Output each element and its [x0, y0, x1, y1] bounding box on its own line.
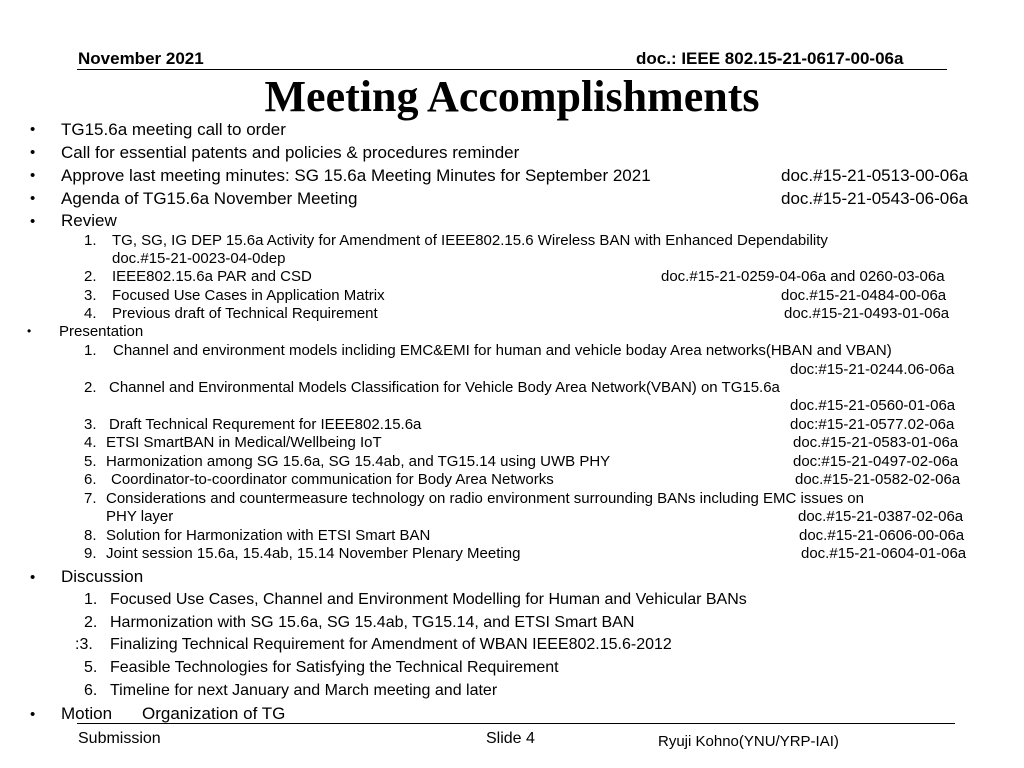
discussion-1-text: Focused Use Cases, Channel and Environment Modelling for Human and Vehicular BANs [110, 591, 747, 608]
discussion-1-number: 1. [84, 591, 98, 608]
review-1-text: TG, SG, IG DEP 15.6a Activity for Amendment of IEEE802.15.6 Wireless BAN with Enhanced Dependability [112, 232, 828, 249]
presentation-9-doc: doc.#15-21-0604-01-06a [801, 545, 967, 562]
discussion-3-text: Finalizing Technical Requirement for Amendment of WBAN IEEE802.15.6-2012 [110, 636, 672, 653]
presentation-2-number: 2. [84, 379, 97, 396]
review-2-doc: doc.#15-21-0259-04-06a and 0260-03-06a [661, 268, 945, 285]
presentation-5-number: 5. [84, 453, 97, 470]
presentation-1-number: 1. [84, 342, 97, 359]
footer-author: Ryuji Kohno(YNU/YRP-IAI) [658, 733, 839, 750]
presentation-3-text: Draft Technical Requrement for IEEE802.15.6a [109, 416, 422, 433]
review-3-text: Focused Use Cases in Application Matrix [112, 287, 385, 304]
bullet-marker: • [30, 121, 36, 138]
presentation-2-doc: doc.#15-21-0560-01-06a [790, 397, 956, 414]
presentation-3-doc: doc:#15-21-0577.02-06a [790, 416, 955, 433]
item-patents-reminder: Call for essential patents and policies & procedures reminder [61, 143, 520, 162]
presentation-9-number: 9. [84, 545, 97, 562]
review-2-number: 2. [84, 268, 97, 285]
slide-title: Meeting Accomplishments [264, 72, 760, 121]
item-agenda-doc: doc.#15-21-0543-06-06a [781, 189, 969, 208]
presentation-4-doc: doc.#15-21-0583-01-06a [793, 434, 959, 451]
bullet-marker: • [27, 324, 32, 338]
presentation-7-doc: doc.#15-21-0387-02-06a [798, 508, 964, 525]
discussion-5-text: Feasible Technologies for Satisfying the Technical Requirement [110, 659, 559, 676]
discussion-2-text: Harmonization with SG 15.6a, SG 15.4ab, TG15.14, and ETSI Smart BAN [110, 614, 635, 631]
review-4-text: Previous draft of Technical Requirement [112, 305, 378, 322]
presentation-2-text: Channel and Environmental Models Classification for Vehicle Body Area Network(VBAN) on TG15.6a [109, 379, 780, 396]
discussion-6-number: 6. [84, 682, 98, 699]
section-motion: Motion [61, 704, 113, 723]
section-presentation: Presentation [59, 323, 144, 340]
review-1-number: 1. [84, 232, 97, 249]
item-approve-minutes-doc: doc.#15-21-0513-00-06a [781, 166, 969, 185]
presentation-5-doc: doc:#15-21-0497-02-06a [793, 453, 959, 470]
discussion-2-number: 2. [84, 614, 98, 631]
bullet-marker: • [30, 190, 36, 207]
footer-submission: Submission [78, 730, 161, 747]
presentation-5-text: Harmonization among SG 15.6a, SG 15.4ab, and TG15.14 using UWB PHY [106, 453, 611, 470]
presentation-6-number: 6. [84, 471, 97, 488]
bullet-marker: • [30, 213, 36, 230]
presentation-8-number: 8. [84, 527, 97, 544]
presentation-3-number: 3. [84, 416, 97, 433]
presentation-8-text: Solution for Harmonization with ETSI Smart BAN [106, 527, 431, 544]
header-date: November 2021 [78, 49, 204, 68]
motion-text: Organization of TG [142, 704, 286, 723]
discussion-3-number: :3. [75, 636, 93, 653]
discussion-5-number: 5. [84, 659, 98, 676]
presentation-7-number: 7. [84, 490, 97, 507]
bullet-marker: • [30, 706, 36, 723]
presentation-7-text: Considerations and countermeasure technology on radio environment surrounding BANs including EMC issues on [106, 490, 864, 507]
review-4-number: 4. [84, 305, 97, 322]
presentation-6-doc: doc.#15-21-0582-02-06a [795, 471, 961, 488]
presentation-4-text: ETSI SmartBAN in Medical/Wellbeing IoT [106, 434, 382, 451]
review-4-doc: doc.#15-21-0493-01-06a [784, 305, 950, 322]
presentation-4-number: 4. [84, 434, 97, 451]
review-3-number: 3. [84, 287, 97, 304]
section-review: Review [61, 211, 117, 230]
footer-slide-number: Slide 4 [486, 730, 535, 747]
discussion-6-text: Timeline for next January and March meeting and later [110, 682, 498, 699]
presentation-9-text: Joint session 15.6a, 15.4ab, 15.14 November Plenary Meeting [106, 545, 521, 562]
review-1-doc: doc.#15-21-0023-04-0dep [112, 250, 286, 267]
bullet-marker: • [30, 167, 36, 184]
presentation-7-text-cont: PHY layer [106, 508, 174, 525]
header-doc-number: doc.: IEEE 802.15-21-0617-00-06a [636, 49, 904, 68]
bullet-marker: • [30, 569, 36, 586]
section-discussion: Discussion [61, 567, 144, 586]
presentation-1-doc: doc:#15-21-0244.06-06a [790, 361, 955, 378]
item-call-to-order: TG15.6a meeting call to order [61, 120, 286, 139]
header-divider [77, 69, 947, 70]
item-agenda: Agenda of TG15.6a November Meeting [61, 189, 358, 208]
footer-divider [77, 723, 955, 724]
presentation-1-text: Channel and environment models incliding EMC&EMI for human and vehicle boday Area networks(HBAN and VBAN) [113, 342, 892, 359]
review-3-doc: doc.#15-21-0484-00-06a [781, 287, 947, 304]
item-approve-minutes: Approve last meeting minutes: SG 15.6a Meeting Minutes for September 2021 [61, 166, 651, 185]
bullet-marker: • [30, 144, 36, 161]
review-2-text: IEEE802.15.6a PAR and CSD [112, 268, 312, 285]
presentation-6-text: Coordinator-to-coordinator communication for Body Area Networks [111, 471, 554, 488]
presentation-8-doc: doc.#15-21-0606-00-06a [799, 527, 965, 544]
